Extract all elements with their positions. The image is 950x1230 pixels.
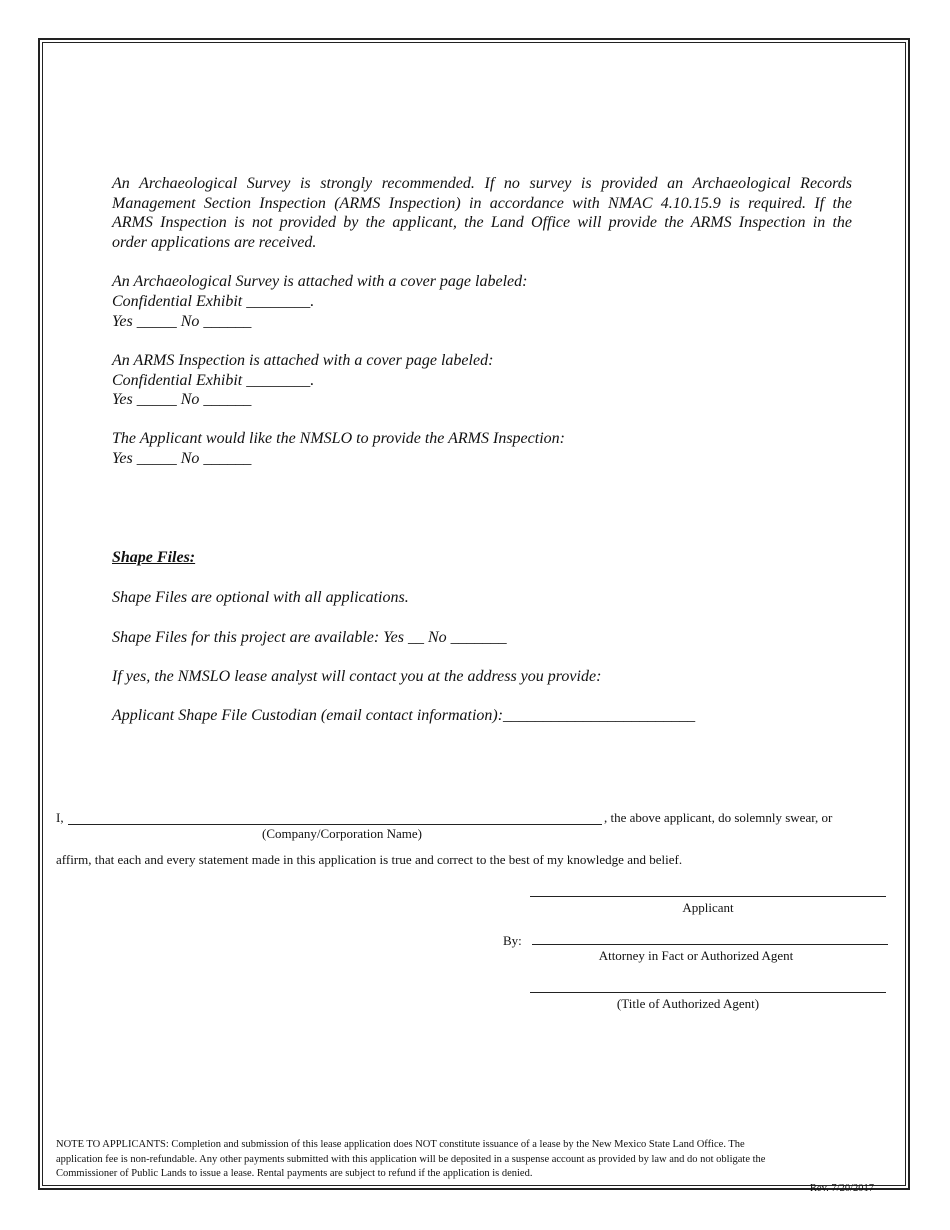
survey-yes-no-field[interactable]: Yes _____ No ______ bbox=[112, 313, 252, 330]
revision-date: Rev. 7/20/2017 bbox=[809, 1182, 874, 1194]
arms-exhibit-field[interactable]: Confidential Exhibit ________. bbox=[112, 372, 315, 389]
shape-files-available-field[interactable]: Shape Files for this project are available: Yes __ No _______ bbox=[112, 629, 507, 646]
note-to-applicants bbox=[56, 1138, 874, 1194]
shape-files-heading: Shape Files: bbox=[112, 549, 196, 566]
affirmation-prefix: I, bbox=[56, 810, 64, 825]
survey-attached-text: An Archaeological Survey is attached with a cover page labeled: bbox=[112, 273, 528, 290]
applicant-signature-line[interactable] bbox=[530, 896, 886, 897]
arms-yes-no-field[interactable]: Yes _____ No ______ bbox=[112, 391, 252, 408]
arms-attached-text: An ARMS Inspection is attached with a cover page labeled: bbox=[112, 352, 494, 369]
custodian-email-field[interactable] bbox=[112, 706, 695, 726]
company-caption: (Company/Corporation Name) bbox=[262, 826, 422, 841]
intro-line: order applications are received. bbox=[112, 233, 317, 251]
shape-files-optional-text: Shape Files are optional with all applications. bbox=[112, 589, 409, 606]
note-line: application fee is non-refundable. Any other payments submitted with this application will be deposited in a suspense account as provided by law and do not obligate the bbox=[56, 1153, 766, 1165]
agent-title-line[interactable] bbox=[530, 992, 886, 993]
nmslo-provide-text: The Applicant would like the NMSLO to provide the ARMS Inspection: bbox=[112, 430, 565, 447]
intro-line: ARMS Inspection is not provided by the applicant, the Land Office will provide the ARMS Inspection in the bbox=[112, 214, 852, 231]
custodian-line: ____________ bbox=[599, 707, 696, 724]
by-label: By: bbox=[503, 933, 522, 948]
affirmation-suffix: , the above applicant, do solemnly swear, or bbox=[604, 810, 833, 825]
custodian-label: Applicant Shape File Custodian (email contact information):____________ bbox=[112, 707, 600, 724]
note-line: Commissioner of Public Lands to issue a lease. Rental payments are subject to refund if the application is denied. Rev. 7/20/2017 bbox=[56, 1167, 874, 1182]
agent-signature-line[interactable] bbox=[532, 944, 888, 945]
company-name-line[interactable] bbox=[68, 824, 602, 825]
shape-files-contact-text: If yes, the NMSLO lease analyst will contact you at the address you provide: bbox=[112, 668, 602, 685]
survey-exhibit-field[interactable]: Confidential Exhibit ________. bbox=[112, 293, 315, 310]
archaeology-intro bbox=[112, 174, 852, 252]
title-caption: (Title of Authorized Agent) bbox=[616, 996, 760, 1011]
agent-caption: Attorney in Fact or Authorized Agent bbox=[598, 948, 794, 963]
applicant-caption: Applicant bbox=[682, 900, 734, 915]
note-line: NOTE TO APPLICANTS: Completion and submission of this lease application does NOT constitute issuance of a lease by the New Mexico State Land Office. The bbox=[56, 1139, 745, 1150]
affirmation-statement: affirm, that each and every statement made in this application is true and correct to the best of my knowledge and belief. bbox=[56, 852, 683, 867]
intro-line: An Archaeological Survey is strongly recommended. If no survey is provided an Archaeological Records bbox=[112, 175, 852, 192]
nmslo-yes-no-field[interactable]: Yes _____ No ______ bbox=[112, 450, 252, 467]
intro-line: Management Section Inspection (ARMS Inspection) in accordance with NMAC 4.10.15.9 is required. If the bbox=[112, 194, 852, 212]
